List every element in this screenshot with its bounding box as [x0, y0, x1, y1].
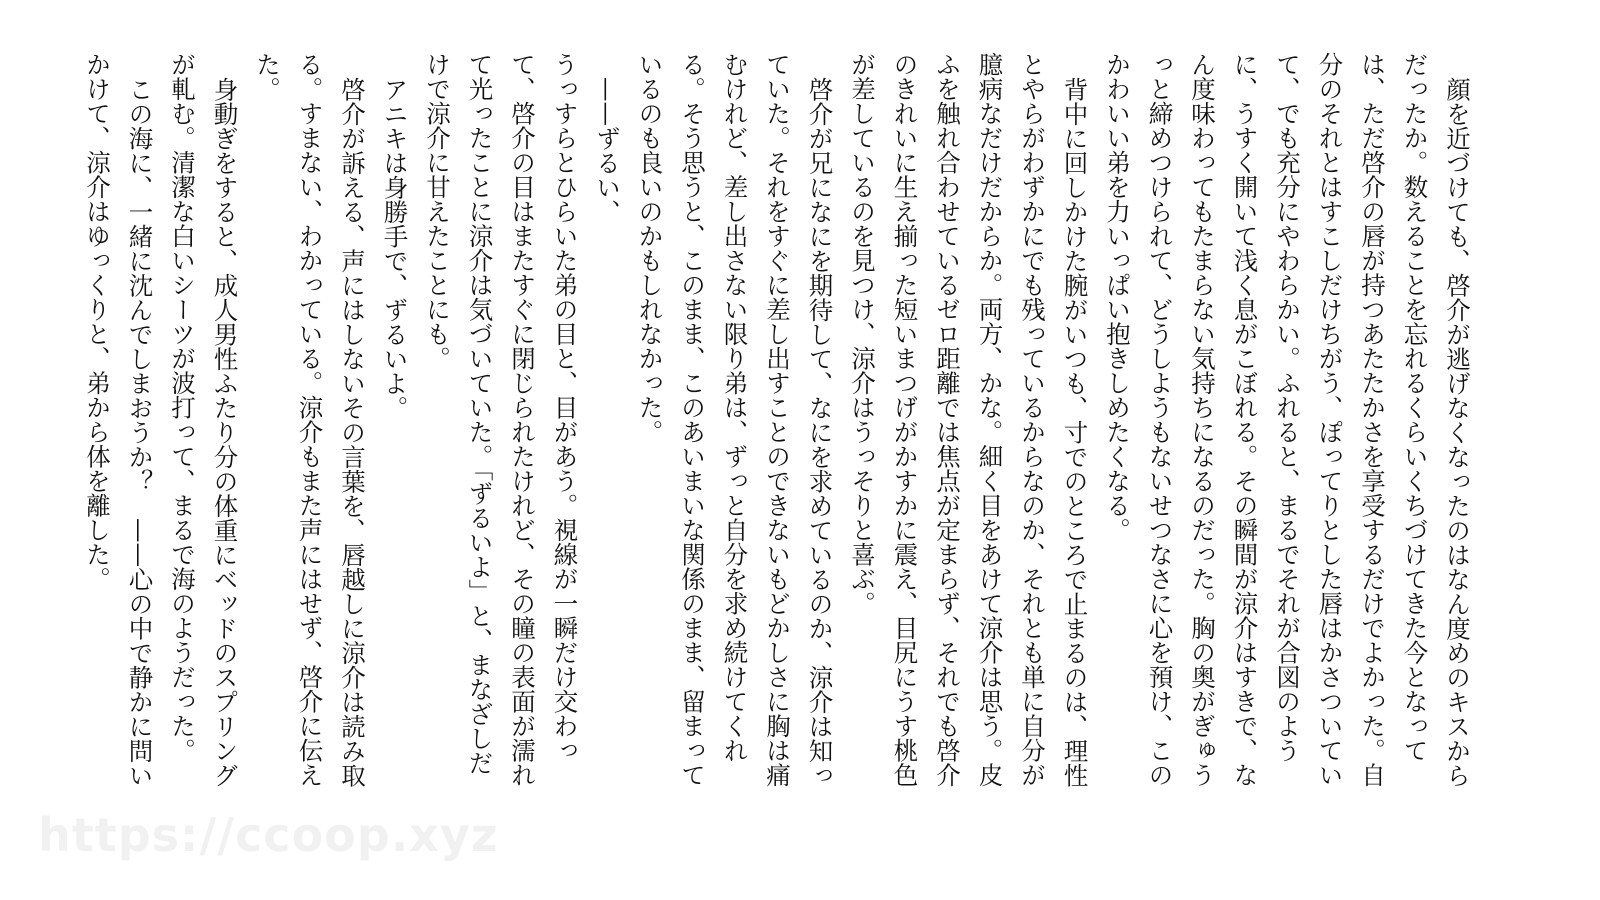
text-line: アニキは身勝手で、ずるいよ。	[380, 76, 410, 420]
text-line: が差しているのを見つけ、涼介はうっそりと喜ぶ。	[848, 52, 877, 616]
paragraph	[628, 52, 841, 872]
text-line: 啓介が兄になにを期待して、なにを求めているのか、涼介は知っ	[805, 76, 835, 787]
text-line: ていた。それをすぐに差し出すことのできないもどかしさに胸は痛	[763, 52, 792, 787]
text-line: 身動ぎをすると、成人男性ふたり分の体重にベッドのスプリング	[210, 76, 240, 787]
text-line: て光ったことに涼介は気づいていた。「ずるいよ」と、まなざしだ	[465, 52, 495, 775]
text-line: 顔を近づけても、啓介が逃げなくなったのはなん度めのキスから	[1443, 76, 1472, 787]
text-line: ——ずるい、	[593, 76, 622, 224]
paragraph	[586, 52, 629, 872]
text-line: この海に、一緒に沈んでしまおうか？ ——心の中で静かに問い	[125, 76, 155, 787]
text-line: る。そう思うと、このまま、このあいまいな関係のまま、留まって	[678, 52, 707, 787]
text-line: は、ただ啓介の唇が持つあたたかさを享受するだけでよかった。自	[1358, 52, 1387, 787]
text-line: むけれど、差し出さない限り弟は、ずっと自分を求め続けてくれ	[720, 52, 750, 763]
text-line: けで涼介に甘えたことにも。	[423, 52, 452, 371]
text-line: る。すまない、わかっている。涼介もまた声にはせず、啓介に伝え	[295, 52, 325, 787]
paragraph	[161, 52, 246, 872]
text-line: ん度味わってもたまらない気持ちになるのだった。胸の奥がぎゅう	[1188, 52, 1217, 787]
text-line: 啓介が訴える、声にはしないその言葉を、唇越しに涼介は読み取	[338, 76, 367, 787]
text-line: いるのも良いのかもしれなかった。	[635, 52, 665, 444]
text-line: ふを触れ合わせているゼロ距離では焦点が定まらず、それでも啓介	[933, 52, 962, 787]
text-line: に、うすく開いて浅く息がこぼれる。その瞬間が涼介はすきで、な	[1230, 52, 1260, 787]
watermark-text: https://ccoop.xyz	[38, 808, 499, 862]
text-line: た。	[253, 52, 282, 101]
paragraph	[1096, 52, 1479, 872]
text-line: て、啓介の目はまたすぐに閉じられたけれど、その瞳の表面が濡れ	[508, 52, 537, 787]
text-line: っと締めつけられて、どうしようもないせつなさに心を預け、この	[1145, 52, 1175, 787]
vertical-text-body	[76, 52, 1479, 872]
paragraph	[841, 52, 1096, 872]
text-line: が軋む。清潔な白いシーツが波打って、まるで海のようだった。	[168, 52, 197, 763]
text-line: かけて、涼介はゆっくりと、弟から体を離した。	[83, 52, 112, 591]
paragraph	[76, 52, 161, 872]
text-line: て、でも充分にやわらかい。ふれると、まるでそれが合図のよう	[1273, 52, 1302, 763]
text-line: だったか。数えることを忘れるくらいくちづけてきた今となって	[1400, 52, 1430, 763]
paragraph	[416, 52, 586, 872]
text-line: のきれいに生え揃った短いまつげがかすかに震え、目尻にうす桃色	[890, 52, 920, 787]
paragraph	[246, 52, 374, 872]
text-line: かわいい弟を力いっぱい抱きしめたくなる。	[1103, 52, 1132, 542]
text-line: 背中に回しかけた腕がいつも、寸でのところで止まるのは、理性	[1060, 76, 1090, 787]
text-line: うっすらとひらいた弟の目と、目があう。視線が一瞬だけ交わっ	[550, 52, 580, 763]
text-line: 臆病なだけだからか。両方、かな。細く目をあけて涼介は思う。皮	[975, 52, 1005, 787]
paragraph	[373, 52, 416, 872]
text-line: 分のそれとはすこしだけちがう、ぽってりとした唇はかさついてい	[1315, 52, 1345, 787]
text-line: とやらがわずかにでも残っているからなのか、それとも単に自分が	[1018, 52, 1047, 787]
